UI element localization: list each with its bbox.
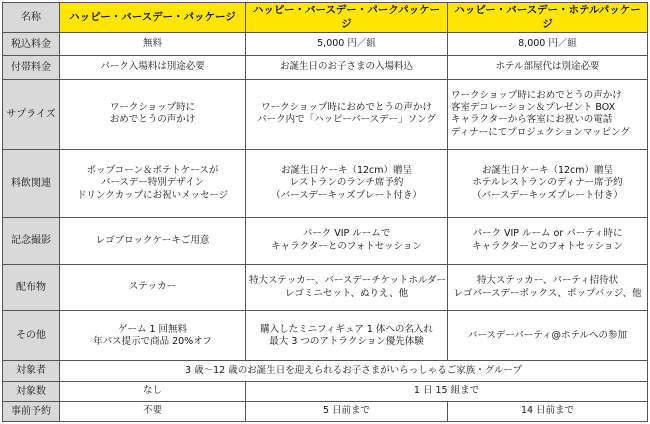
cell-line: 無料 bbox=[142, 38, 162, 50]
column-header-park: ハッピー・バースデー・パークパッケージ bbox=[246, 3, 448, 33]
cell-line: レゴブロックケーキご用意 bbox=[95, 234, 210, 246]
cell-line: お誕生日のお子さまの入場料込 bbox=[279, 61, 413, 73]
cell-line: レストランのランチ席予約 bbox=[289, 177, 404, 189]
cell-line: 特大ステッカー、バースデーチケットホルダー bbox=[249, 275, 447, 287]
row-gifts bbox=[3, 264, 648, 311]
cell-line: おめでとうの声かけ bbox=[109, 114, 196, 126]
cell-conditions-basic bbox=[60, 56, 246, 79]
cell-line: パーク入場料は別途必要 bbox=[100, 61, 205, 73]
cell-line: 年パス提示で商品 20%オフ bbox=[93, 335, 212, 347]
cell-line: お誕生日ケーキ（12cm）贈呈 bbox=[280, 164, 413, 176]
cell-food-hotel bbox=[448, 149, 648, 217]
cell-food-basic bbox=[60, 149, 246, 217]
cell-line: ステッカー bbox=[128, 281, 177, 293]
cell-surprise-park bbox=[246, 79, 448, 149]
cell-other-basic bbox=[60, 311, 246, 361]
cell-line: （バースデーキッズプレート付き） bbox=[472, 189, 623, 201]
cell-photo-basic bbox=[60, 217, 246, 264]
cell-conditions-park bbox=[246, 56, 448, 79]
column-header-hotel: ハッピー・バースデー・ホテルパッケージ bbox=[448, 3, 648, 33]
cell-line: ディナーにてプロジェクションマッピング bbox=[451, 126, 630, 138]
cell-gifts-basic bbox=[60, 264, 246, 311]
cell-line: 特大ステッカー、パーティ招待状 bbox=[476, 275, 619, 287]
row-label-booking: 事前予約 bbox=[3, 401, 60, 421]
row-price bbox=[3, 33, 648, 56]
column-header-basic: ハッピー・バースデー・パッケージ bbox=[60, 3, 246, 33]
cell-line: ワークショップ時に bbox=[109, 102, 196, 114]
cell-booking-park: 5 日前まで bbox=[246, 401, 448, 421]
cell-line: 8,000 円／組 bbox=[518, 38, 577, 50]
row-label-quota: 対象数 bbox=[3, 381, 60, 401]
cell-line: 客室デコレーション＆プレゼント BOX bbox=[451, 102, 616, 114]
cell-target: 3 歳～12 歳のお誕生日を迎えられるお子さまがいらっしゃるご家族・グループ bbox=[60, 361, 648, 381]
row-booking bbox=[3, 401, 648, 421]
cell-quota-basic: なし bbox=[60, 381, 246, 401]
row-photo bbox=[3, 217, 648, 264]
cell-other-hotel bbox=[448, 311, 648, 361]
row-label-photo: 記念撮影 bbox=[3, 217, 60, 264]
cell-gifts-hotel bbox=[448, 264, 648, 311]
cell-other-park bbox=[246, 311, 448, 361]
cell-line: ドリンクカップにお祝いメッセージ bbox=[76, 189, 229, 201]
row-label-food: 料飲関連 bbox=[3, 149, 60, 217]
cell-food-park bbox=[246, 149, 448, 217]
row-label-gifts: 配布物 bbox=[3, 264, 60, 311]
cell-surprise-basic bbox=[60, 79, 246, 149]
row-label-target: 対象者 bbox=[3, 361, 60, 381]
row-label-price: 税込料金 bbox=[3, 33, 60, 56]
cell-line: バースデーパーティ@ホテルへの参加 bbox=[467, 329, 628, 341]
cell-price-hotel bbox=[448, 33, 648, 56]
cell-line: パーク内で「ハッピーバースデー」ソング bbox=[257, 114, 436, 126]
cell-line: キャラクターとのフォトセッション bbox=[271, 240, 422, 252]
cell-line: ワークショップ時におめでとうの声かけ bbox=[451, 89, 622, 101]
row-quota bbox=[3, 381, 648, 401]
header-row bbox=[3, 3, 648, 33]
cell-booking-basic: 不要 bbox=[60, 401, 246, 421]
cell-line: ホテルレストランのディナー席予約 bbox=[472, 177, 623, 189]
cell-price-basic bbox=[60, 33, 246, 56]
corner-label: 名称 bbox=[3, 3, 60, 33]
birthday-package-table bbox=[2, 2, 648, 422]
cell-booking-hotel: 14 日前まで bbox=[448, 401, 648, 421]
cell-photo-hotel bbox=[448, 217, 648, 264]
cell-line: パーク VIP ルームで bbox=[302, 228, 391, 240]
cell-line: ポップコーン＆ポテトケースが bbox=[86, 164, 219, 176]
cell-line: お誕生日ケーキ（12cm）贈呈 bbox=[481, 164, 614, 176]
cell-conditions-hotel bbox=[448, 56, 648, 79]
row-label-other: その他 bbox=[3, 311, 60, 361]
cell-line: パーク VIP ルーム or パーティ時に bbox=[472, 228, 623, 240]
cell-line: ワークショップ時におめでとうの声かけ bbox=[261, 102, 432, 114]
row-conditions bbox=[3, 56, 648, 79]
cell-line: レゴバースデーボックス、ポップバッジ、他 bbox=[453, 287, 642, 299]
row-surprise bbox=[3, 79, 648, 149]
cell-price-park bbox=[246, 33, 448, 56]
row-label-surprise: サプライズ bbox=[3, 79, 60, 149]
cell-line: キャラクターから客室にお祝いの電話 bbox=[451, 114, 613, 126]
cell-line: キャラクターとのフォトセッション bbox=[472, 240, 623, 252]
cell-line: ゲーム 1 回無料 bbox=[117, 323, 188, 335]
row-food bbox=[3, 149, 648, 217]
cell-line: 最大 3 つのアトラクション優先体験 bbox=[269, 335, 424, 347]
row-target bbox=[3, 361, 648, 381]
cell-line: レゴミニセット、ぬりえ、他 bbox=[284, 287, 409, 299]
cell-line: （バースデーキッズプレート付き） bbox=[271, 189, 422, 201]
cell-gifts-park bbox=[246, 264, 448, 311]
cell-line: 購入したミニフィギュア 1 体への名入れ bbox=[260, 323, 433, 335]
row-other bbox=[3, 311, 648, 361]
cell-line: バースデー特別デザイン bbox=[100, 177, 205, 189]
cell-line: ホテル部屋代は別途必要 bbox=[495, 61, 600, 73]
row-label-conditions: 付帯料金 bbox=[3, 56, 60, 79]
cell-photo-park bbox=[246, 217, 448, 264]
cell-line: 5,000 円／組 bbox=[317, 38, 376, 50]
cell-surprise-hotel bbox=[448, 79, 648, 149]
cell-quota-packages: 1 日 15 組まで bbox=[246, 381, 648, 401]
